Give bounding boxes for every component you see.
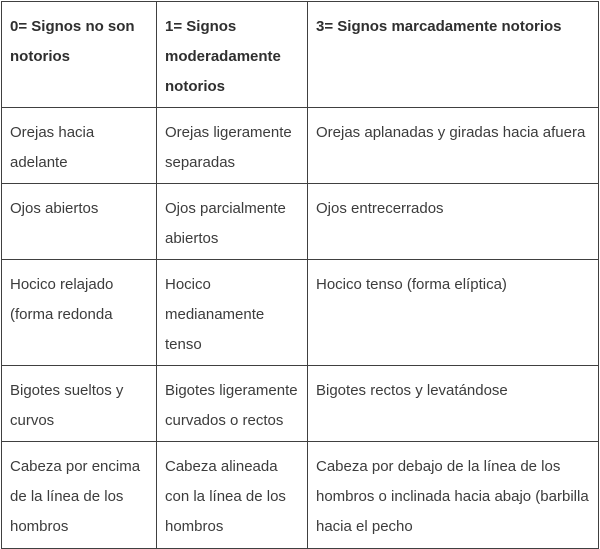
table-row-whiskers <box>2 366 599 442</box>
table-cell: Bigotes ligeramente curvados o rectos <box>157 366 308 442</box>
header-score-1: 1= Signos moderadamente notorios <box>157 2 308 108</box>
table-row-head <box>2 442 599 549</box>
header-score-0: 0= Signos no son notorios <box>2 2 157 108</box>
table-cell: Hocico medianamente tenso <box>157 260 308 366</box>
table-cell: Ojos parcialmente abiertos <box>157 184 308 260</box>
table-cell: Ojos abiertos <box>2 184 157 260</box>
header-row <box>2 2 599 108</box>
table-row-muzzle <box>2 260 599 366</box>
table-cell: Cabeza por encima de la línea de los hombros <box>2 442 157 549</box>
header-score-3: 3= Signos marcadamente notorios <box>308 2 599 108</box>
table-cell: Hocico relajado (forma redonda <box>2 260 157 366</box>
table-cell: Ojos entrecerrados <box>308 184 599 260</box>
table-cell: Bigotes sueltos y curvos <box>2 366 157 442</box>
pain-signs-table <box>1 1 599 549</box>
table-cell: Cabeza alineada con la línea de los hombros <box>157 442 308 549</box>
table-cell: Orejas hacia adelante <box>2 108 157 184</box>
table-row-eyes <box>2 184 599 260</box>
table-cell: Orejas ligeramente separadas <box>157 108 308 184</box>
table-row-ears <box>2 108 599 184</box>
table-cell: Cabeza por debajo de la línea de los hombros o inclinada hacia abajo (barbilla hacia el pecho <box>308 442 599 549</box>
table-cell: Orejas aplanadas y giradas hacia afuera <box>308 108 599 184</box>
table-cell: Hocico tenso (forma elíptica) <box>308 260 599 366</box>
table-cell: Bigotes rectos y levatándose <box>308 366 599 442</box>
